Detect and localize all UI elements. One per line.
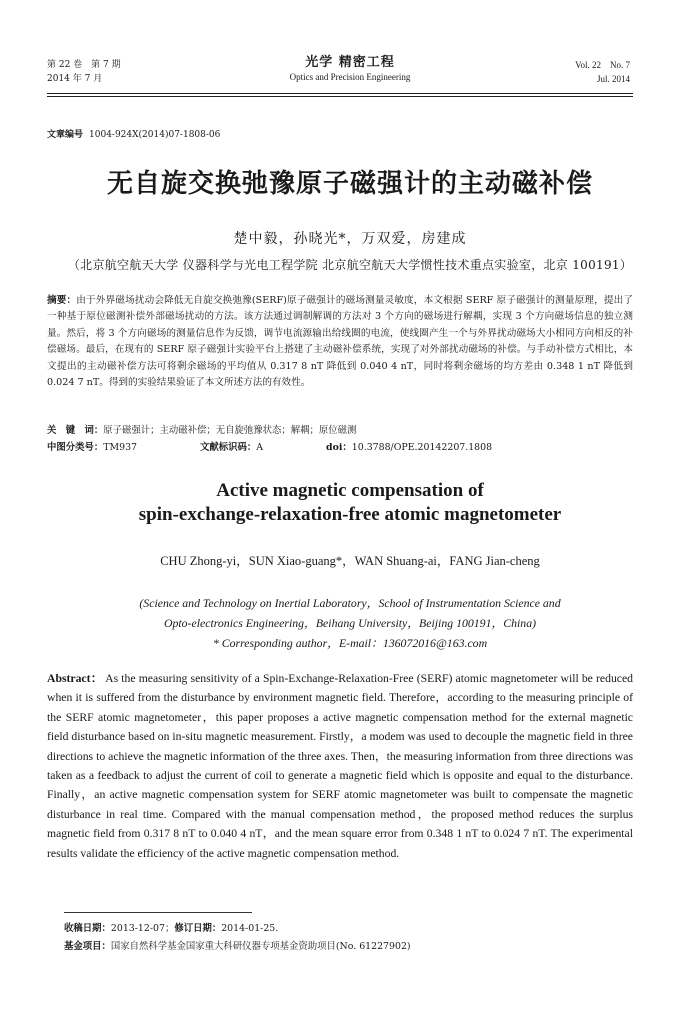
header-rule-top [47, 93, 633, 94]
classification-line [47, 440, 637, 456]
keywords-cn-label: 关 键 词： [47, 425, 104, 436]
abstract-en-label: Abstract： [47, 672, 103, 685]
corresponding-author: * Corresponding author，E-mail：136072016@163.com [212, 636, 488, 650]
abstract-cn-label: 摘要： [47, 295, 77, 306]
fund-label: 基金项目： [64, 941, 111, 952]
abstract-cn [47, 293, 633, 391]
abstract-cn-text: 由于外界磁场扰动会降低无自旋交换弛豫(SERF)原子磁强计的磁场测量灵敏度，本文根据 SERF 原子磁强计的测量原理，提出了一种基于原位磁测补偿外部磁场扰动的方法。该方法通过调制解调的方法对 3 个方向的磁场进行解耦，实现 3 个方向磁场信息的独立测量。然后，将 3 个方向磁场的测量信息作为反馈，调节电流源输出给线圈的电流，使线圈产生一个与外界扰动磁场大小相同方向相反的补偿磁场。最后，在现有的 SERF 原子磁强计实验平台上搭建了主动磁补偿系统，实现了对外部扰动磁场的补偿。与手动补偿方式相比，本文提出的主动磁补偿方法可将剩余磁场的平均值从 0.317 8 nT 降低到 0.040 4 nT，同时将剩余磁场的均方差由 0.348 1 nT 降低到 0.024 7 nT。得到的实验结果验证了本文所述方法的有效性。 [47, 295, 634, 389]
article-number-value: 1004-924X(2014)07-1808-06 [89, 130, 221, 140]
header-center [200, 56, 500, 84]
clc-number [47, 442, 167, 453]
received-value: 2013-12-07； [110, 923, 175, 934]
affiliation-en-line-1: (Science and Technology on Inertial Laboratory，School of Instrumentation Science and [139, 596, 561, 610]
doc-code-label: 文献标识码： [200, 442, 257, 453]
revised-label: 修订日期： [174, 923, 222, 934]
abstract-en [47, 669, 633, 863]
title-cn: 无自旋交换弛豫原子磁强计的主动磁补偿 [106, 169, 593, 199]
affiliation-cn: （北京航空航天大学 仪器科学与光电工程学院 北京航空航天大学惯性技术重点实验室，北京 100191） [67, 258, 633, 272]
abstract-en-text: As the measuring sensitivity of a Spin-Exchange-Relaxation-Free (SERF) atomic magnetometer will be reduced when it is suffered from the disturbance by environment magnetic field. Therefore，according to the measuring principle of the SERF atomic magnetometer，this paper proposes a active magnetic compensation method for the external magnetic field disturbance based on in-situ magnetic measurement. Firstly，a modem was used to decouple the magnetic field in three directions to achieve the magnetic information of the three axes. Then，the measuring information from three directions was taken as a feedback to adjust the current of coil to generate a magnetic field which is opposite and equal to the disturbance. Finally，an active magnetic compensation system for SERF atomic magnetometer was built to compensate the magnetic disturbance in real time. Compared with the manual compensation method，the proposed method reduces the surplus magnetic field from 0.317 8 nT to 0.040 4 nT，and the mean square error from 0.348 1 nT to 0.024 7 nT. The experimental results validate the efficiency of the active magnetic compensation method. [47, 672, 634, 860]
volume-issue-cn: 第 22 卷 第 7 期 [47, 60, 121, 70]
header-rule-bottom [47, 96, 633, 97]
authors-cn: 楚中毅，孙晓光*，万双爱，房建成 [233, 231, 467, 247]
doc-code-value: A [256, 442, 264, 453]
title-en-line-2: spin-exchange-relaxation-free atomic magnetometer [138, 504, 562, 525]
footnote-fund [64, 939, 644, 954]
clc-value: TM937 [103, 442, 138, 453]
journal-name-en: Optics and Precision Engineering [289, 72, 411, 82]
affiliation-en-line-2: Opto-electronics Engineering，Beihang University，Beijing 100191，China) [163, 616, 537, 630]
title-en [0, 479, 700, 527]
doi-value: 10.3788/OPE.20142207.1808 [351, 442, 493, 453]
document-code [200, 442, 293, 453]
doi [326, 442, 522, 453]
revised-value: 2014-01-25. [221, 923, 279, 934]
affiliation-en [0, 593, 700, 653]
received-label: 收稿日期： [64, 923, 111, 934]
keywords-cn [47, 423, 637, 439]
keywords-cn-text: 原子磁强计；主动磁补偿；无自旋弛豫状态；解耦；原位磁测 [103, 425, 357, 436]
header-right [575, 58, 630, 86]
doi-label: doi： [326, 442, 352, 453]
journal-name-cn: 光学 精密工程 [305, 55, 395, 70]
footnote-dates [64, 921, 644, 936]
authors-en: CHU Zhong-yi，SUN Xiao-guang*，WAN Shuang-ai，FANG Jian-cheng [160, 554, 540, 568]
date-cn: 2014 年 7 月 [47, 74, 103, 84]
article-number-label: 文章编号 [47, 130, 84, 140]
article-number [47, 127, 220, 140]
date-en: Jul. 2014 [596, 74, 630, 84]
footnote-rule [64, 912, 252, 913]
header-left [47, 58, 121, 86]
title-en-line-1: Active magnetic compensation of [216, 480, 484, 501]
volume-issue-en: Vol. 22 No. 7 [575, 60, 630, 70]
fund-value: 国家自然科学基金国家重大科研仪器专项基金资助项目(No. 61227902) [110, 941, 411, 952]
clc-label: 中图分类号： [47, 442, 104, 453]
